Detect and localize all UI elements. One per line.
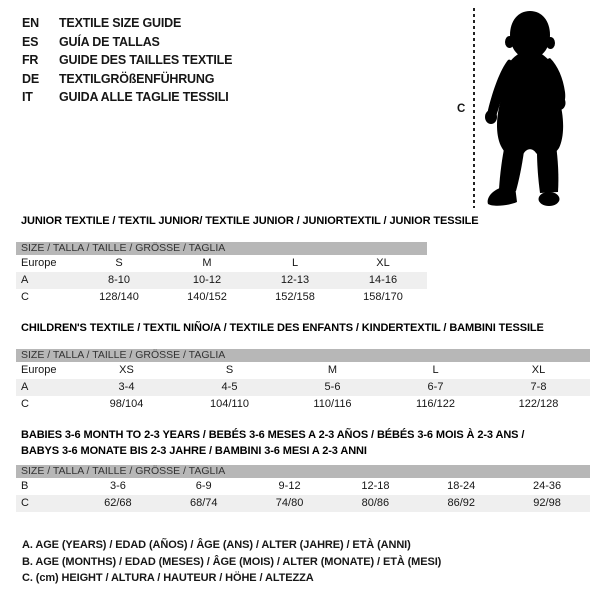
- language-code: ES: [22, 34, 39, 49]
- height-cell: 104/110: [210, 398, 249, 410]
- junior-size-table: [16, 215, 479, 306]
- guide-title: GUIDE DES TAILLES TEXTILE: [59, 53, 233, 68]
- age-cell: 5-6: [324, 381, 341, 393]
- row-label: B: [21, 480, 29, 492]
- size-cell: M: [202, 257, 212, 269]
- table-row: [16, 255, 427, 272]
- height-cell: 98/104: [109, 398, 144, 410]
- height-measure-label: C: [457, 103, 466, 115]
- height-cell: 68/74: [189, 497, 218, 509]
- age-cell: 14-16: [368, 274, 398, 286]
- size-header-band: SIZE / TALLA / TAILLE / GRÖSSE / TAGLIA: [16, 242, 427, 255]
- row-label: Europe: [21, 364, 57, 376]
- age-cell: 7-8: [530, 381, 547, 393]
- table-row: [16, 272, 427, 289]
- age-cell: 4-5: [221, 381, 238, 393]
- table-row: [16, 289, 427, 306]
- children-table-title: CHILDREN'S TEXTILE / TEXTIL NIÑO/A / TEXTILE DES ENFANTS / KINDERTEXTIL / BAMBINI TESSILE: [21, 322, 544, 334]
- size-cell: XS: [119, 364, 134, 376]
- size-cell: S: [225, 364, 234, 376]
- age-cell: 6-9: [195, 480, 212, 492]
- language-title-row: [22, 14, 232, 33]
- babies-size-table: [16, 427, 590, 512]
- height-cell: 86/92: [447, 497, 475, 509]
- age-cell: 10-12: [192, 274, 222, 286]
- height-cell: 62/68: [104, 497, 132, 509]
- row-label: A: [21, 274, 29, 286]
- age-cell: 24-36: [532, 480, 562, 492]
- height-cell: 80/86: [361, 497, 390, 509]
- size-header-band: SIZE / TALLA / TAILLE / GRÖSSE / TAGLIA: [16, 349, 590, 362]
- height-cell: 152/158: [275, 291, 315, 303]
- row-label: A: [21, 381, 29, 393]
- guide-title: GUÍA DE TALLAS: [59, 34, 160, 49]
- guide-title: GUIDA ALLE TAGLIE TESSILI: [59, 90, 229, 105]
- babies-table-title-line2: BABYS 3-6 MONATE BIS 2-3 JAHRE / BAMBINI 3-6 MESI A 2-3 ANNI: [21, 445, 367, 457]
- baby-silhouette: [480, 8, 580, 208]
- size-cell: L: [291, 257, 299, 269]
- table-row: [16, 495, 590, 512]
- age-cell: 9-12: [278, 480, 301, 492]
- age-cell: 18-24: [447, 480, 476, 492]
- size-cell: XL: [531, 364, 546, 376]
- age-cell: 6-7: [427, 381, 444, 393]
- language-title-row: [22, 88, 232, 107]
- height-cell: 140/152: [187, 291, 227, 303]
- row-label: C: [21, 398, 29, 410]
- guide-title: TEXTILGRÖßENFÜHRUNG: [59, 71, 215, 86]
- age-cell: 3-6: [109, 480, 126, 492]
- guide-title: TEXTILE SIZE GUIDE: [59, 16, 182, 30]
- language-code: FR: [22, 53, 39, 68]
- table-row: [16, 478, 590, 495]
- row-label: C: [21, 497, 29, 509]
- height-cell: 128/140: [99, 291, 139, 303]
- height-cell: 116/122: [416, 398, 455, 410]
- height-cell: 122/128: [518, 398, 559, 410]
- footnote-age-years: A. AGE (YEARS) / EDAD (AÑOS) / ÂGE (ANS) / ALTER (JAHRE) / ETÀ (ANNI): [22, 539, 411, 551]
- footnote-height: C. (cm) HEIGHT / ALTURA / HAUTEUR / HÖHE / ALTEZZA: [22, 572, 314, 584]
- children-size-table: [16, 322, 590, 413]
- language-code: IT: [22, 90, 33, 105]
- junior-table-title: JUNIOR TEXTILE / TEXTIL JUNIOR/ TEXTILE JUNIOR / JUNIORTEXTIL / JUNIOR TESSILE: [21, 215, 479, 227]
- language-code: EN: [22, 16, 39, 30]
- row-label: C: [21, 291, 29, 303]
- age-cell: 12-13: [280, 274, 310, 286]
- age-cell: 3-4: [118, 381, 135, 393]
- height-cell: 158/170: [363, 291, 403, 303]
- age-cell: 12-18: [361, 480, 390, 492]
- language-title-list: [22, 14, 232, 107]
- height-measure-dashed-line: [473, 8, 475, 208]
- size-cell: M: [327, 364, 338, 376]
- babies-table-title-line1: BABIES 3-6 MONTH TO 2-3 YEARS / BEBÉS 3-6 MESES A 2-3 AÑOS / BÉBÉS 3-6 MOIS À 2-3 ANS /: [21, 429, 525, 441]
- size-cell: L: [432, 364, 439, 376]
- language-title-row: [22, 51, 232, 70]
- table-row: [16, 362, 590, 379]
- language-title-row: [22, 33, 232, 52]
- footnote-age-months: B. AGE (MONTHS) / EDAD (MESES) / ÂGE (MOIS) / ALTER (MONATE) / ETÀ (MESI): [22, 555, 442, 568]
- language-code: DE: [22, 71, 39, 86]
- row-label: Europe: [21, 257, 57, 269]
- size-cell: XL: [376, 257, 390, 269]
- size-cell: S: [115, 257, 123, 269]
- age-cell: 8-10: [107, 274, 131, 286]
- height-cell: 110/116: [313, 398, 352, 410]
- table-row: [16, 379, 590, 396]
- table-row: [16, 396, 590, 413]
- size-header-band: SIZE / TALLA / TAILLE / GRÖSSE / TAGLIA: [16, 465, 590, 478]
- height-cell: 74/80: [275, 497, 304, 509]
- language-title-row: [22, 70, 232, 89]
- legend-footnotes: [22, 537, 441, 587]
- height-cell: 92/98: [533, 497, 561, 509]
